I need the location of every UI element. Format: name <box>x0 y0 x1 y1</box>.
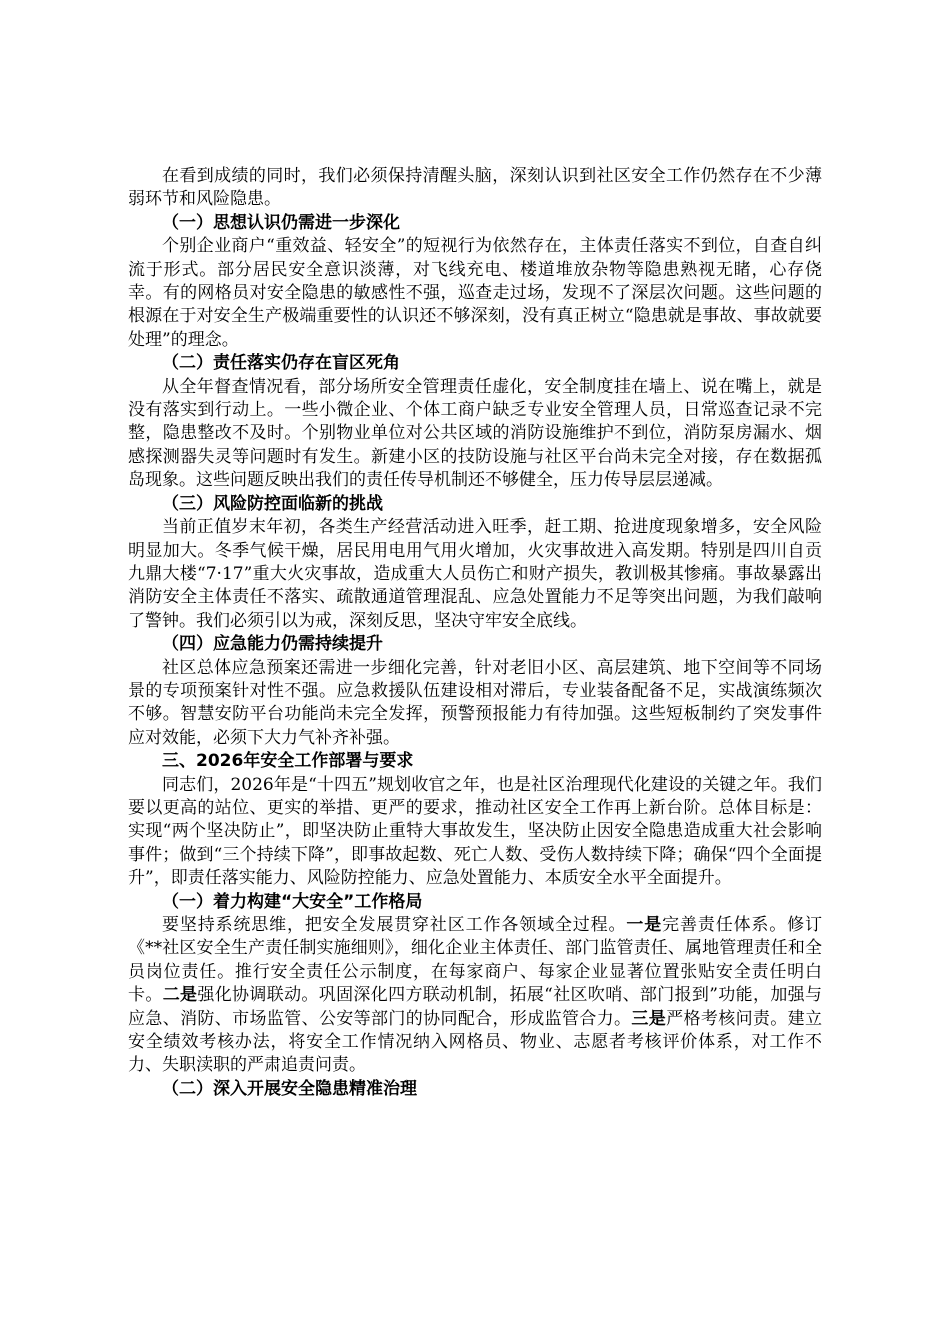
task-item-1: 完善责任体系。修订《**社区安全生产责任制实施细则》，细化企业主体责任、部门监管责任、属地管理责任和全员岗位责任。推行安全责任公示制度，在每家商户、每家企业显著位置张贴安全责任明白卡。 <box>128 915 823 1006</box>
task-heading-1: （一）着力构建“大安全”工作格局 <box>162 891 423 912</box>
marker-third: 三是 <box>631 1008 667 1029</box>
section-body-4: 社区总体应急预案还需进一步细化完善，针对老旧小区、高层建筑、地下空间等不同场景的专项预案针对性不强。应急救援队伍建设相对滞后，专业装备配备不足，实战演练频次不够。智慧安防平台功能尚未完全发挥，预警预报能力有待加强。这些短板制约了突发事件应对效能，必须下大力气补齐补强。 <box>128 657 822 748</box>
section-body-2: 从全年督查情况看，部分场所安全管理责任虚化，安全制度挂在墙上、说在嘴上，就是没有落实到行动上。一些小微企业、个体工商户缺乏专业安全管理人员，日常巡查记录不完整，隐患整改不及时。个别物业单位对公共区域的消防设施维护不到位，消防泵房漏水、烟感探测器失灵等问题时有发生。新建小区的技防设施与社区平台尚未完全对接，存在数据孤岛现象。这些问题反映出我们的责任传导机制还不够健全，压力传导层层递减。 <box>128 376 822 491</box>
marker-second: 二是 <box>162 985 198 1006</box>
task-item-2: 强化协调联动。巩固深化四方联动机制，拓展“社区吹哨、部门报到”功能，加强与应急、消防、市场监管、公安等部门的协同配合，形成监管合力。 <box>128 985 823 1029</box>
marker-first: 一是 <box>626 915 663 935</box>
document-body <box>128 165 822 1101</box>
task-lead: 要坚持系统思维，把安全发展贯穿社区工作各领域全过程。 <box>162 915 627 935</box>
task-item-3: 严格考核问责。建立安全绩效考核办法，将安全工作情况纳入网格员、物业、志愿者考核评价体系，对工作不力、失职渎职的严肃追责问责。 <box>128 1008 823 1076</box>
part-three-body: 同志们，2026年是“十四五”规划收官之年，也是社区治理现代化建设的关键之年。我们要以更高的站位、更实的举措、更严的要求，推动社区安全工作再上新台阶。总体目标是：实现“两个坚决防止”，即坚决防止重特大事故发生，坚决防止因安全隐患造成重大社会影响事件；做到“三个持续下降”，即事故起数、死亡人数、受伤人数持续下降；确保“四个全面提升”，即责任落实能力、风险防控能力、应急处置能力、本质安全水平全面提升。 <box>128 774 822 889</box>
section-heading-2: （二）责任落实仍存在盲区死角 <box>162 353 400 374</box>
section-heading-1: （一）思想认识仍需进一步深化 <box>162 212 400 233</box>
task-heading-2: （二）深入开展安全隐患精准治理 <box>162 1078 417 1099</box>
section-body-1: 个别企业商户“重效益、轻安全”的短视行为依然存在，主体责任落实不到位，自查自纠流于形式。部分居民安全意识淡薄，对飞线充电、楼道堆放杂物等隐患熟视无睹，心存侥幸。有的网格员对安全隐患的敏感性不强，巡查走过场，发现不了深层次问题。这些问题的根源在于对安全生产极端重要性的认识还不够深刻，没有真正树立“隐患就是事故、事故就要处理”的理念。 <box>128 236 822 350</box>
part-three-heading: 三、2026年安全工作部署与要求 <box>162 751 414 772</box>
task-body-1 <box>128 914 822 1078</box>
section-heading-4: （四）应急能力仍需持续提升 <box>162 634 383 655</box>
intro-paragraph: 在看到成绩的同时，我们必须保持清醒头脑，深刻认识到社区安全工作仍然存在不少薄弱环节和风险隐患。 <box>128 166 822 210</box>
section-heading-3: （三）风险防控面临新的挑战 <box>162 493 383 514</box>
section-body-3: 当前正值岁末年初，各类生产经营活动进入旺季，赶工期、抢进度现象增多，安全风险明显加大。冬季气候干燥，居民用电用气用火增加，火灾事故进入高发期。特别是四川自贡九鼎大楼“7·17”重大火灾事故，造成重大人员伤亡和财产损失，教训极其惨痛。事故暴露出消防安全主体责任不落实、疏散通道管理混乱、应急处置能力不足等突出问题，为我们敲响了警钟。我们必须引以为戒，深刻反思，坚决守牢安全底线。 <box>128 517 822 631</box>
